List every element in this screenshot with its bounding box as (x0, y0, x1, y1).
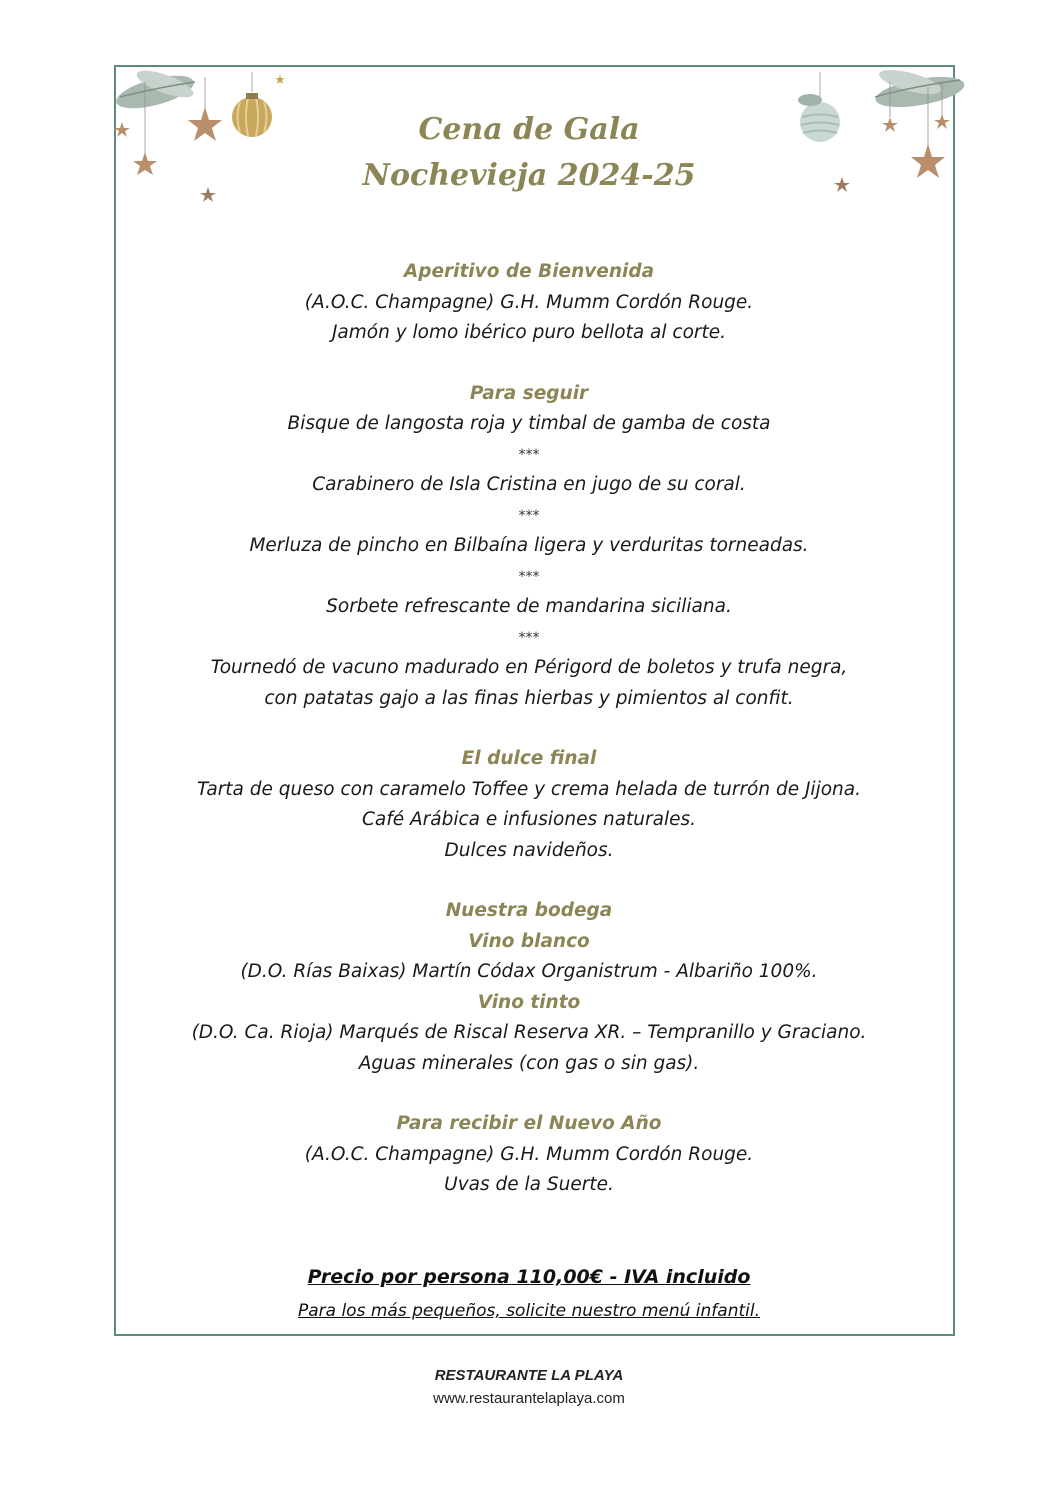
section-heading: Nuestra bodega (445, 900, 613, 921)
section-heading: El dulce final (461, 748, 597, 769)
section-subheading: Vino blanco (468, 930, 590, 952)
menu-separator: *** (518, 568, 540, 585)
restaurant-name: RESTAURANTE LA PLAYA (434, 1367, 624, 1384)
section-heading: Para recibir el Nuevo Año (396, 1113, 662, 1134)
menu-item: con patatas gajo a las finas hierbas y pimientos al confit. (264, 687, 794, 709)
section-subheading: Vino tinto (477, 991, 581, 1013)
star-icon (275, 74, 285, 84)
menu-separator: *** (518, 507, 540, 524)
menu-item: Tarta de queso con caramelo Toffee y crema helada de turrón de Jijona. (197, 778, 861, 800)
leaf-icon (873, 65, 966, 113)
menu-item: Aguas minerales (con gas o sin gas). (358, 1052, 700, 1074)
leaf-icon (113, 65, 197, 115)
kids-menu-note: Para los más pequeños, solicite nuestro menú infantil. (297, 1301, 760, 1321)
menu-item: Sorbete refrescante de mandarina siciliana. (326, 596, 732, 617)
section-heading: Aperitivo de Bienvenida (403, 261, 655, 282)
menu-item: Bisque de langosta roja y timbal de gamba de costa (287, 413, 771, 434)
menu-item: Merluza de pincho en Bilbaína ligera y verduritas torneadas. (249, 535, 809, 556)
menu-section (0, 1109, 1058, 1201)
menu-body (0, 257, 1058, 1201)
menu-item: Carabinero de Isla Cristina en jugo de su coral. (312, 474, 746, 495)
menu-item: (D.O. Ca. Rioja) Marqués de Riscal Reserva XR. – Tempranillo y Graciano. (191, 1022, 867, 1043)
menu-section (0, 744, 1058, 866)
section-heading: Para seguir (469, 382, 589, 404)
menu-item: Uvas de la Suerte. (444, 1174, 614, 1195)
menu-item: Jamón y lomo ibérico puro bellota al corte. (331, 322, 727, 343)
menu-section (0, 896, 1058, 1079)
menu-subtitle: Nochevieja 2024-25 (362, 158, 696, 193)
website-link[interactable]: www.restaurantelaplaya.com (433, 1390, 625, 1407)
menu-title: Cena de Gala (418, 112, 640, 147)
menu-item: Café Arábica e infusiones naturales. (361, 809, 696, 830)
menu-separator: *** (518, 629, 540, 646)
menu-item: (A.O.C. Champagne) G.H. Mumm Cordón Rouge. (304, 1143, 754, 1165)
menu-section (0, 379, 1058, 715)
menu-item: (D.O. Rías Baixas) Martín Códax Organistrum - Albariño 100%. (240, 961, 818, 982)
price-line: Precio por persona 110,00€ - IVA incluido (307, 1266, 751, 1288)
menu-item: Tournedó de vacuno madurado en Périgord de boletos y trufa negra, (210, 657, 848, 678)
menu-item: Dulces navideños. (444, 839, 614, 861)
menu-separator: *** (518, 446, 540, 463)
menu-item: (A.O.C. Champagne) G.H. Mumm Cordón Rouge. (304, 291, 754, 313)
menu-section (0, 257, 1058, 349)
